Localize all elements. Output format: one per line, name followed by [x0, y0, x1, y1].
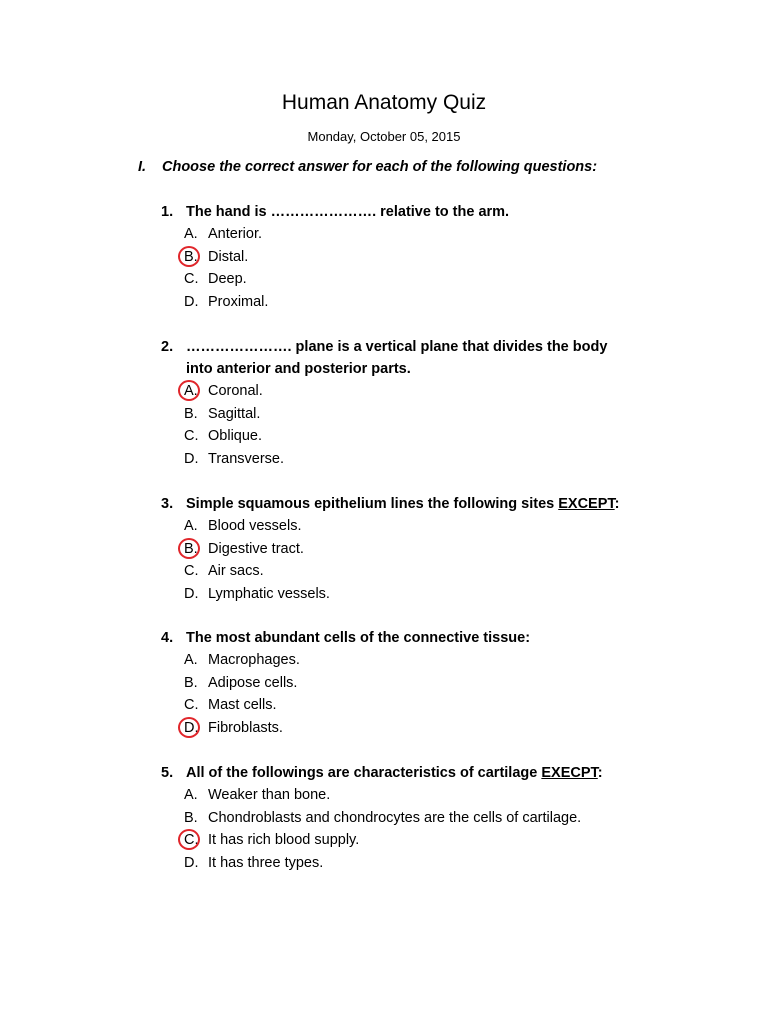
option-letter: C.: [184, 829, 208, 852]
option-text: It has three types.: [208, 854, 324, 871]
option-d[interactable]: [161, 291, 661, 314]
option-d[interactable]: [161, 852, 661, 875]
option-text: Oblique.: [208, 428, 263, 444]
question-number: 1.: [161, 204, 174, 220]
answer-circle-mark: [178, 246, 200, 267]
option-text: Sagittal.: [208, 405, 261, 422]
option-letter: B.: [184, 674, 198, 691]
answer-circle-mark: [178, 717, 200, 738]
option-c[interactable]: [161, 829, 661, 852]
option-letter: D.: [184, 585, 199, 602]
option-b[interactable]: [161, 538, 661, 561]
question-text: …………………. plane is a vertical plane that divides the body into anterior and posterior parts.: [186, 339, 608, 377]
option-b[interactable]: [161, 672, 661, 695]
question-1: [161, 201, 661, 313]
option-letter: A.: [184, 518, 198, 534]
option-text: Coronal.: [208, 383, 263, 399]
question-number: 3.: [161, 496, 174, 512]
quiz-title: Human Anatomy Quiz: [281, 91, 487, 114]
question-stem: [161, 493, 661, 515]
option-text: Anterior.: [208, 226, 262, 242]
option-letter: B.: [184, 538, 208, 561]
option-letter: A.: [184, 652, 198, 668]
section-heading: [138, 156, 597, 178]
question-stem: [161, 336, 661, 380]
option-letter: D.: [184, 293, 199, 310]
option-c[interactable]: [161, 560, 661, 583]
question-text: The hand is …………………. relative to the arm.: [186, 204, 510, 220]
question-3: [161, 493, 661, 605]
option-text: Lymphatic vessels.: [208, 585, 330, 602]
option-a[interactable]: [161, 649, 661, 672]
option-letter: C.: [184, 563, 199, 579]
question-stem: [161, 762, 661, 784]
question-text: The most abundant cells of the connective tissue:: [186, 630, 531, 646]
option-text: Blood vessels.: [208, 518, 302, 534]
option-letter: A.: [184, 380, 208, 403]
option-text: Mast cells.: [208, 697, 277, 713]
option-a[interactable]: [161, 515, 661, 538]
option-text: Distal.: [208, 248, 249, 265]
option-text: Transverse.: [208, 450, 285, 467]
option-text: Digestive tract.: [208, 540, 304, 557]
option-text: Weaker than bone.: [208, 787, 331, 803]
option-text: Adipose cells.: [208, 674, 298, 691]
option-d[interactable]: [161, 583, 661, 606]
answer-circle-mark: [178, 829, 200, 850]
option-c[interactable]: [161, 268, 661, 291]
question-2: [161, 336, 661, 470]
option-text: Chondroblasts and chondrocytes are the cells of cartilage.: [208, 809, 582, 826]
option-letter: B.: [184, 246, 208, 269]
emphasis-execpt: EXECPT: [541, 765, 598, 781]
question-text: All of the followings are characteristics of cartilage EXECPT:: [186, 765, 603, 781]
option-letter: B.: [184, 405, 198, 422]
section-instructions: Choose the correct answer for each of the following questions:: [162, 159, 598, 175]
option-b[interactable]: [161, 403, 661, 426]
answer-circle-mark: [178, 538, 200, 559]
question-4: [161, 627, 661, 739]
option-c[interactable]: [161, 694, 661, 717]
option-letter: D.: [184, 450, 199, 467]
question-number: 5.: [161, 765, 174, 781]
option-letter: C.: [184, 271, 199, 287]
option-text: Proximal.: [208, 293, 269, 310]
emphasis-except: EXCEPT: [558, 496, 615, 512]
option-letter: A.: [184, 787, 198, 803]
option-letter: B.: [184, 809, 198, 826]
option-letter: A.: [184, 226, 198, 242]
option-d[interactable]: [161, 448, 661, 471]
option-letter: D.: [184, 717, 208, 740]
section-number: I.: [138, 159, 147, 175]
option-text: Fibroblasts.: [208, 719, 283, 736]
option-b[interactable]: [161, 807, 661, 830]
option-letter: D.: [184, 854, 199, 871]
option-a[interactable]: [161, 380, 661, 403]
option-text: It has rich blood supply.: [208, 832, 360, 848]
answer-circle-mark: [178, 380, 200, 401]
option-letter: C.: [184, 697, 199, 713]
quiz-date: Monday, October 05, 2015: [307, 129, 461, 144]
question-stem: [161, 201, 661, 223]
option-text: Deep.: [208, 271, 247, 287]
question-text: Simple squamous epithelium lines the following sites EXCEPT:: [186, 496, 620, 512]
option-a[interactable]: [161, 784, 661, 807]
question-5: [161, 762, 661, 874]
option-c[interactable]: [161, 425, 661, 448]
question-number: 4.: [161, 630, 174, 646]
question-stem: [161, 627, 661, 649]
option-text: Air sacs.: [208, 563, 264, 579]
option-text: Macrophages.: [208, 652, 300, 668]
question-number: 2.: [161, 339, 174, 355]
option-b[interactable]: [161, 246, 661, 269]
option-a[interactable]: [161, 223, 661, 246]
option-letter: C.: [184, 428, 199, 444]
option-d[interactable]: [161, 717, 661, 740]
